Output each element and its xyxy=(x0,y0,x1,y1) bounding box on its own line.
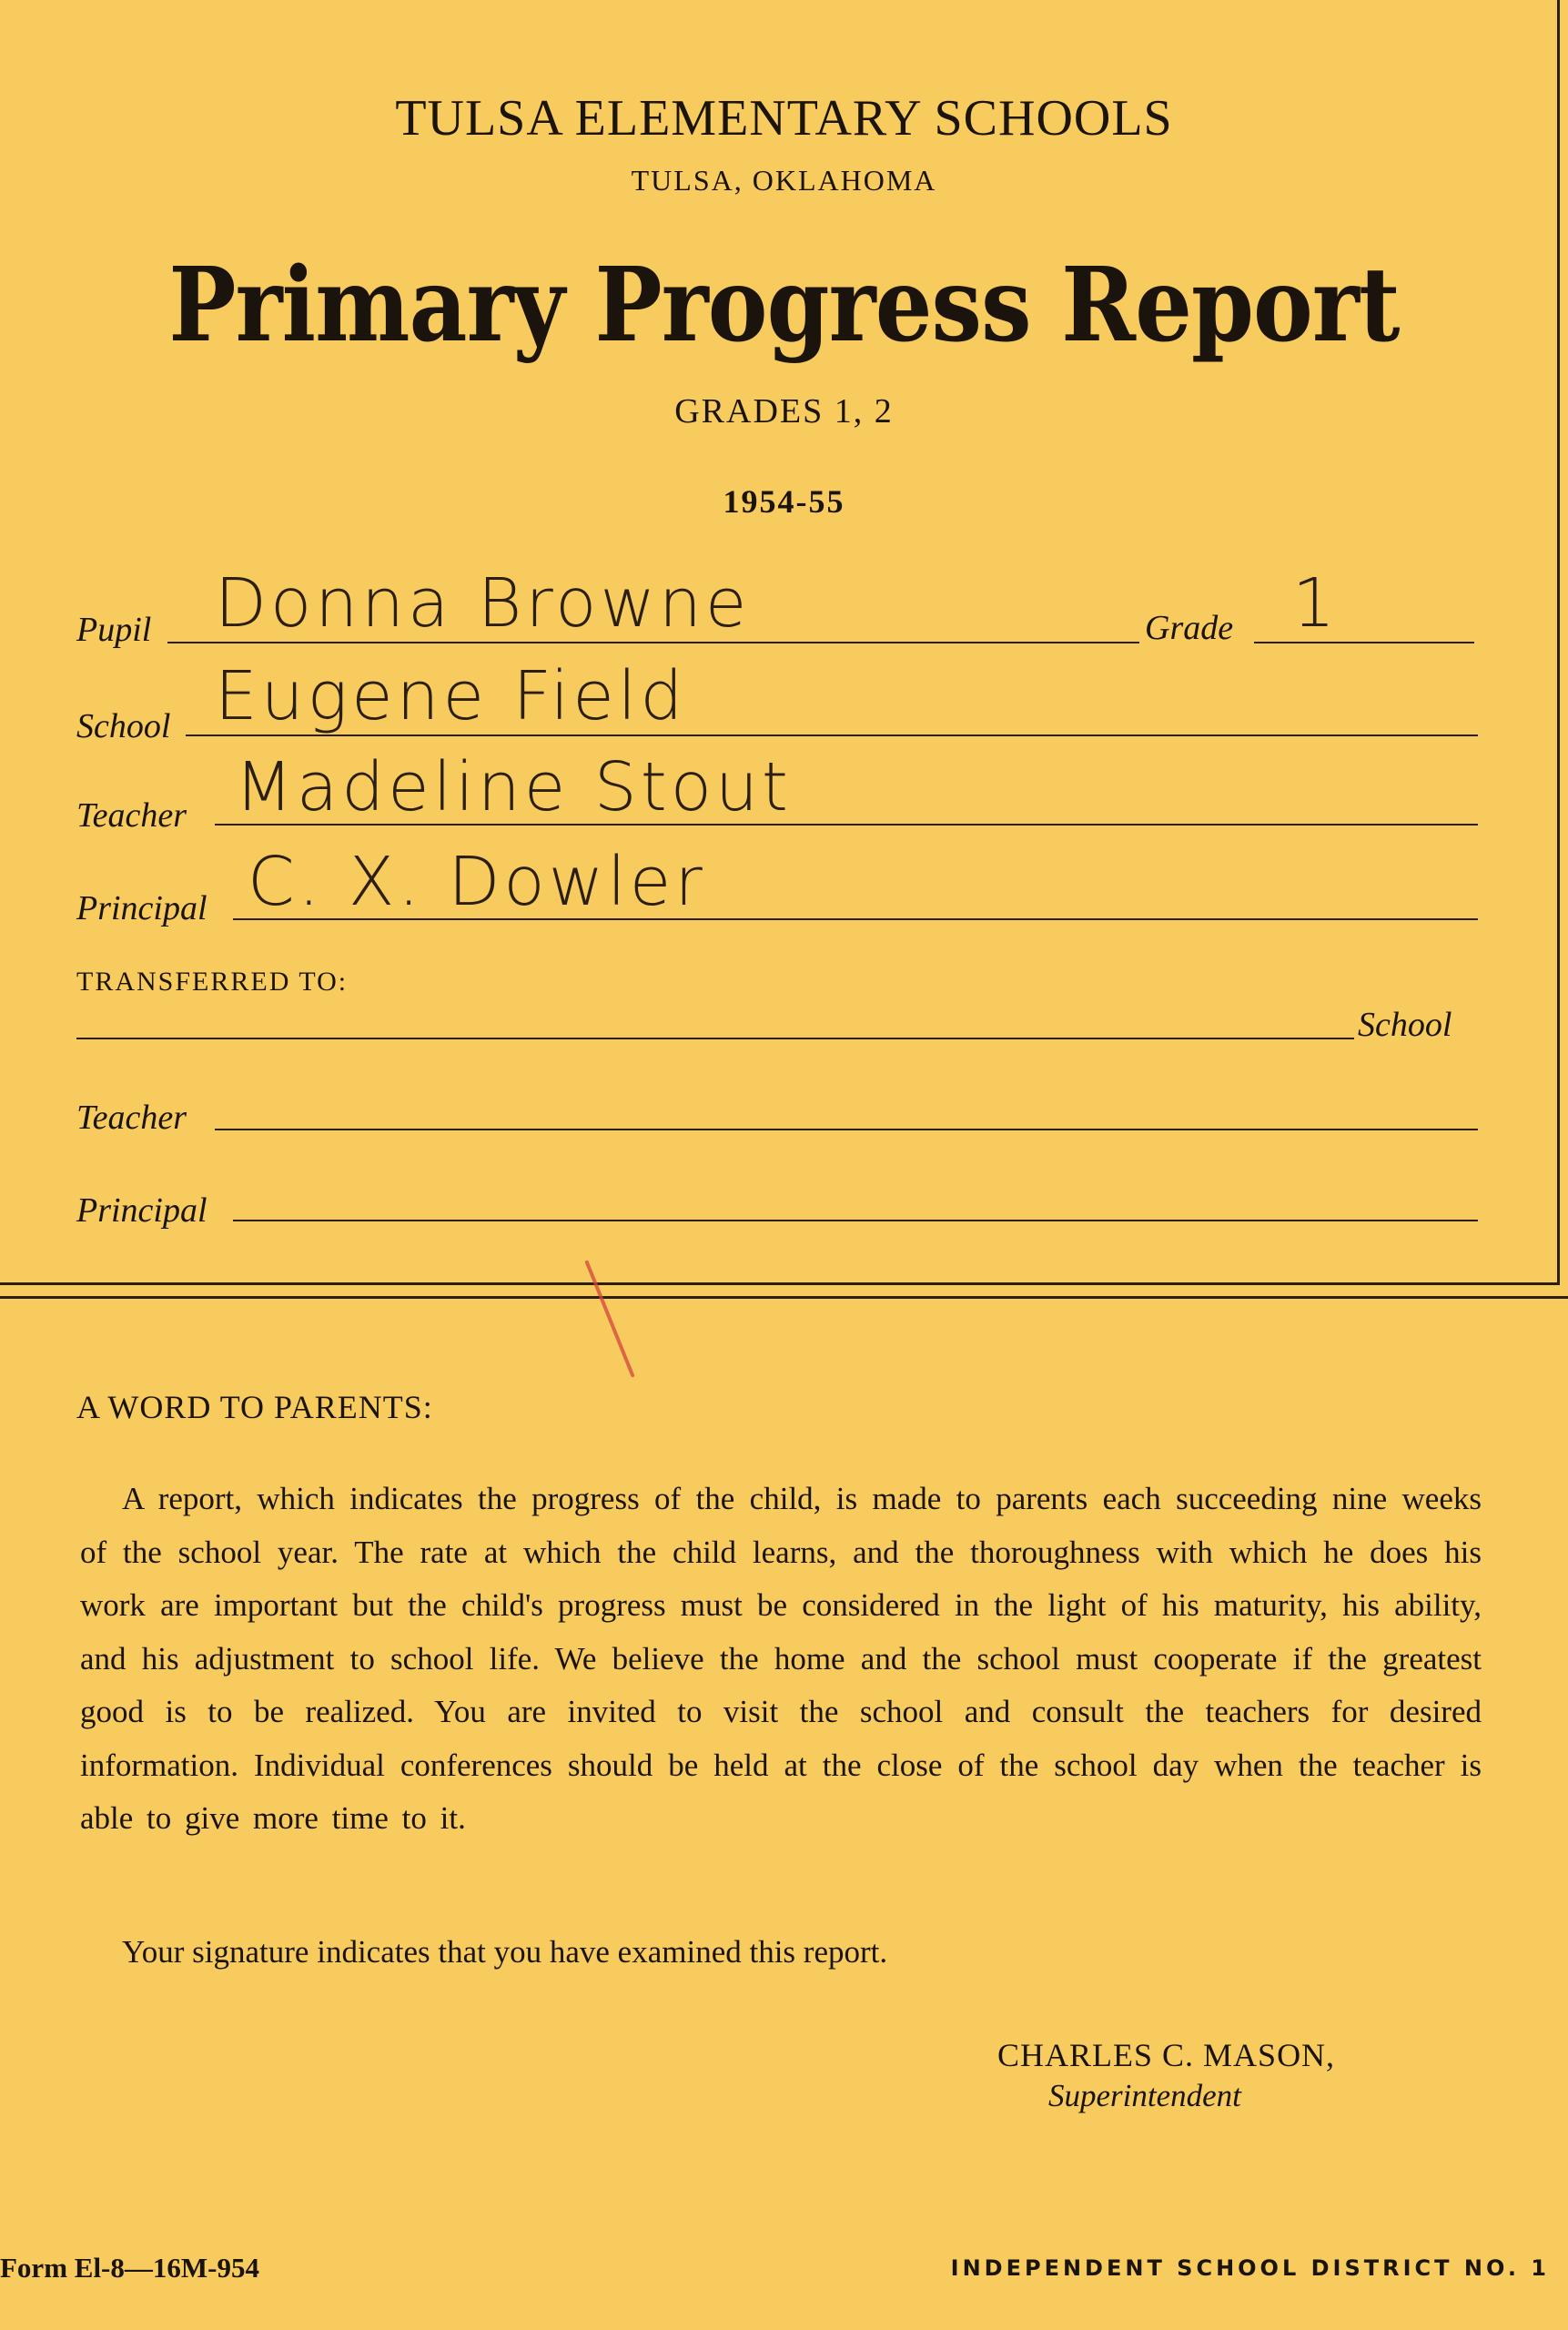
transfer-teacher-line xyxy=(215,1129,1478,1130)
section-divider xyxy=(0,1296,1568,1299)
transfer-school-line xyxy=(76,1038,1354,1039)
teacher-value: Madeline Stout xyxy=(235,748,792,826)
transfer-principal-label: Principal xyxy=(76,1191,207,1230)
grade-value: 1 xyxy=(1292,564,1340,643)
location: TULSA, OKLAHOMA xyxy=(631,164,937,197)
grades-label: GRADES 1, 2 xyxy=(674,392,894,431)
form-number: Form El-8—16M-954 xyxy=(0,2252,259,2284)
school-label: School xyxy=(76,707,171,745)
transfer-principal-line xyxy=(233,1220,1478,1221)
pupil-label: Pupil xyxy=(76,611,152,649)
grade-label: Grade xyxy=(1145,609,1234,647)
pupil-value: Donna Browne xyxy=(215,564,751,643)
report-title: Primary Progress Report xyxy=(168,246,1400,365)
transferred-heading: TRANSFERRED TO: xyxy=(76,967,349,997)
district-name: INDEPENDENT SCHOOL DISTRICT NO. 1 xyxy=(950,2255,1550,2281)
signature-note: Your signature indicates that you have examined this report. xyxy=(122,1934,888,1970)
school-value: Eugene Field xyxy=(215,657,687,735)
transfer-school-label: School xyxy=(1358,1006,1452,1044)
superintendent-name: CHARLES C. MASON, xyxy=(997,2037,1336,2073)
parents-paragraph: A report, which indicates the progress of the child, is made to parents each succeeding nine weeks of the school year. The rate at which the child learns, and the thoroughness with which he does his work are important but the child's progress must be considered in the light of his maturity, his ability, and his adjustment to school life. We believe the home and the school must cooperate if the greatest good is to be realized. You are invited to visit the school and consult the teachers for desired information. Individual conferences should be held at the close of the school day when the teacher is able to give more time to it. xyxy=(80,1481,1482,1836)
school-system-name: TULSA ELEMENTARY SCHOOLS xyxy=(395,90,1173,147)
school-year: 1954-55 xyxy=(723,483,845,520)
transfer-teacher-label: Teacher xyxy=(76,1099,187,1137)
parents-heading: A WORD TO PARENTS: xyxy=(76,1389,433,1425)
principal-label: Principal xyxy=(76,889,207,927)
grade-line xyxy=(1254,642,1474,643)
teacher-label: Teacher xyxy=(76,796,187,835)
principal-value: C. X. Dowler xyxy=(248,843,706,921)
superintendent-title: Superintendent xyxy=(1048,2078,1241,2113)
